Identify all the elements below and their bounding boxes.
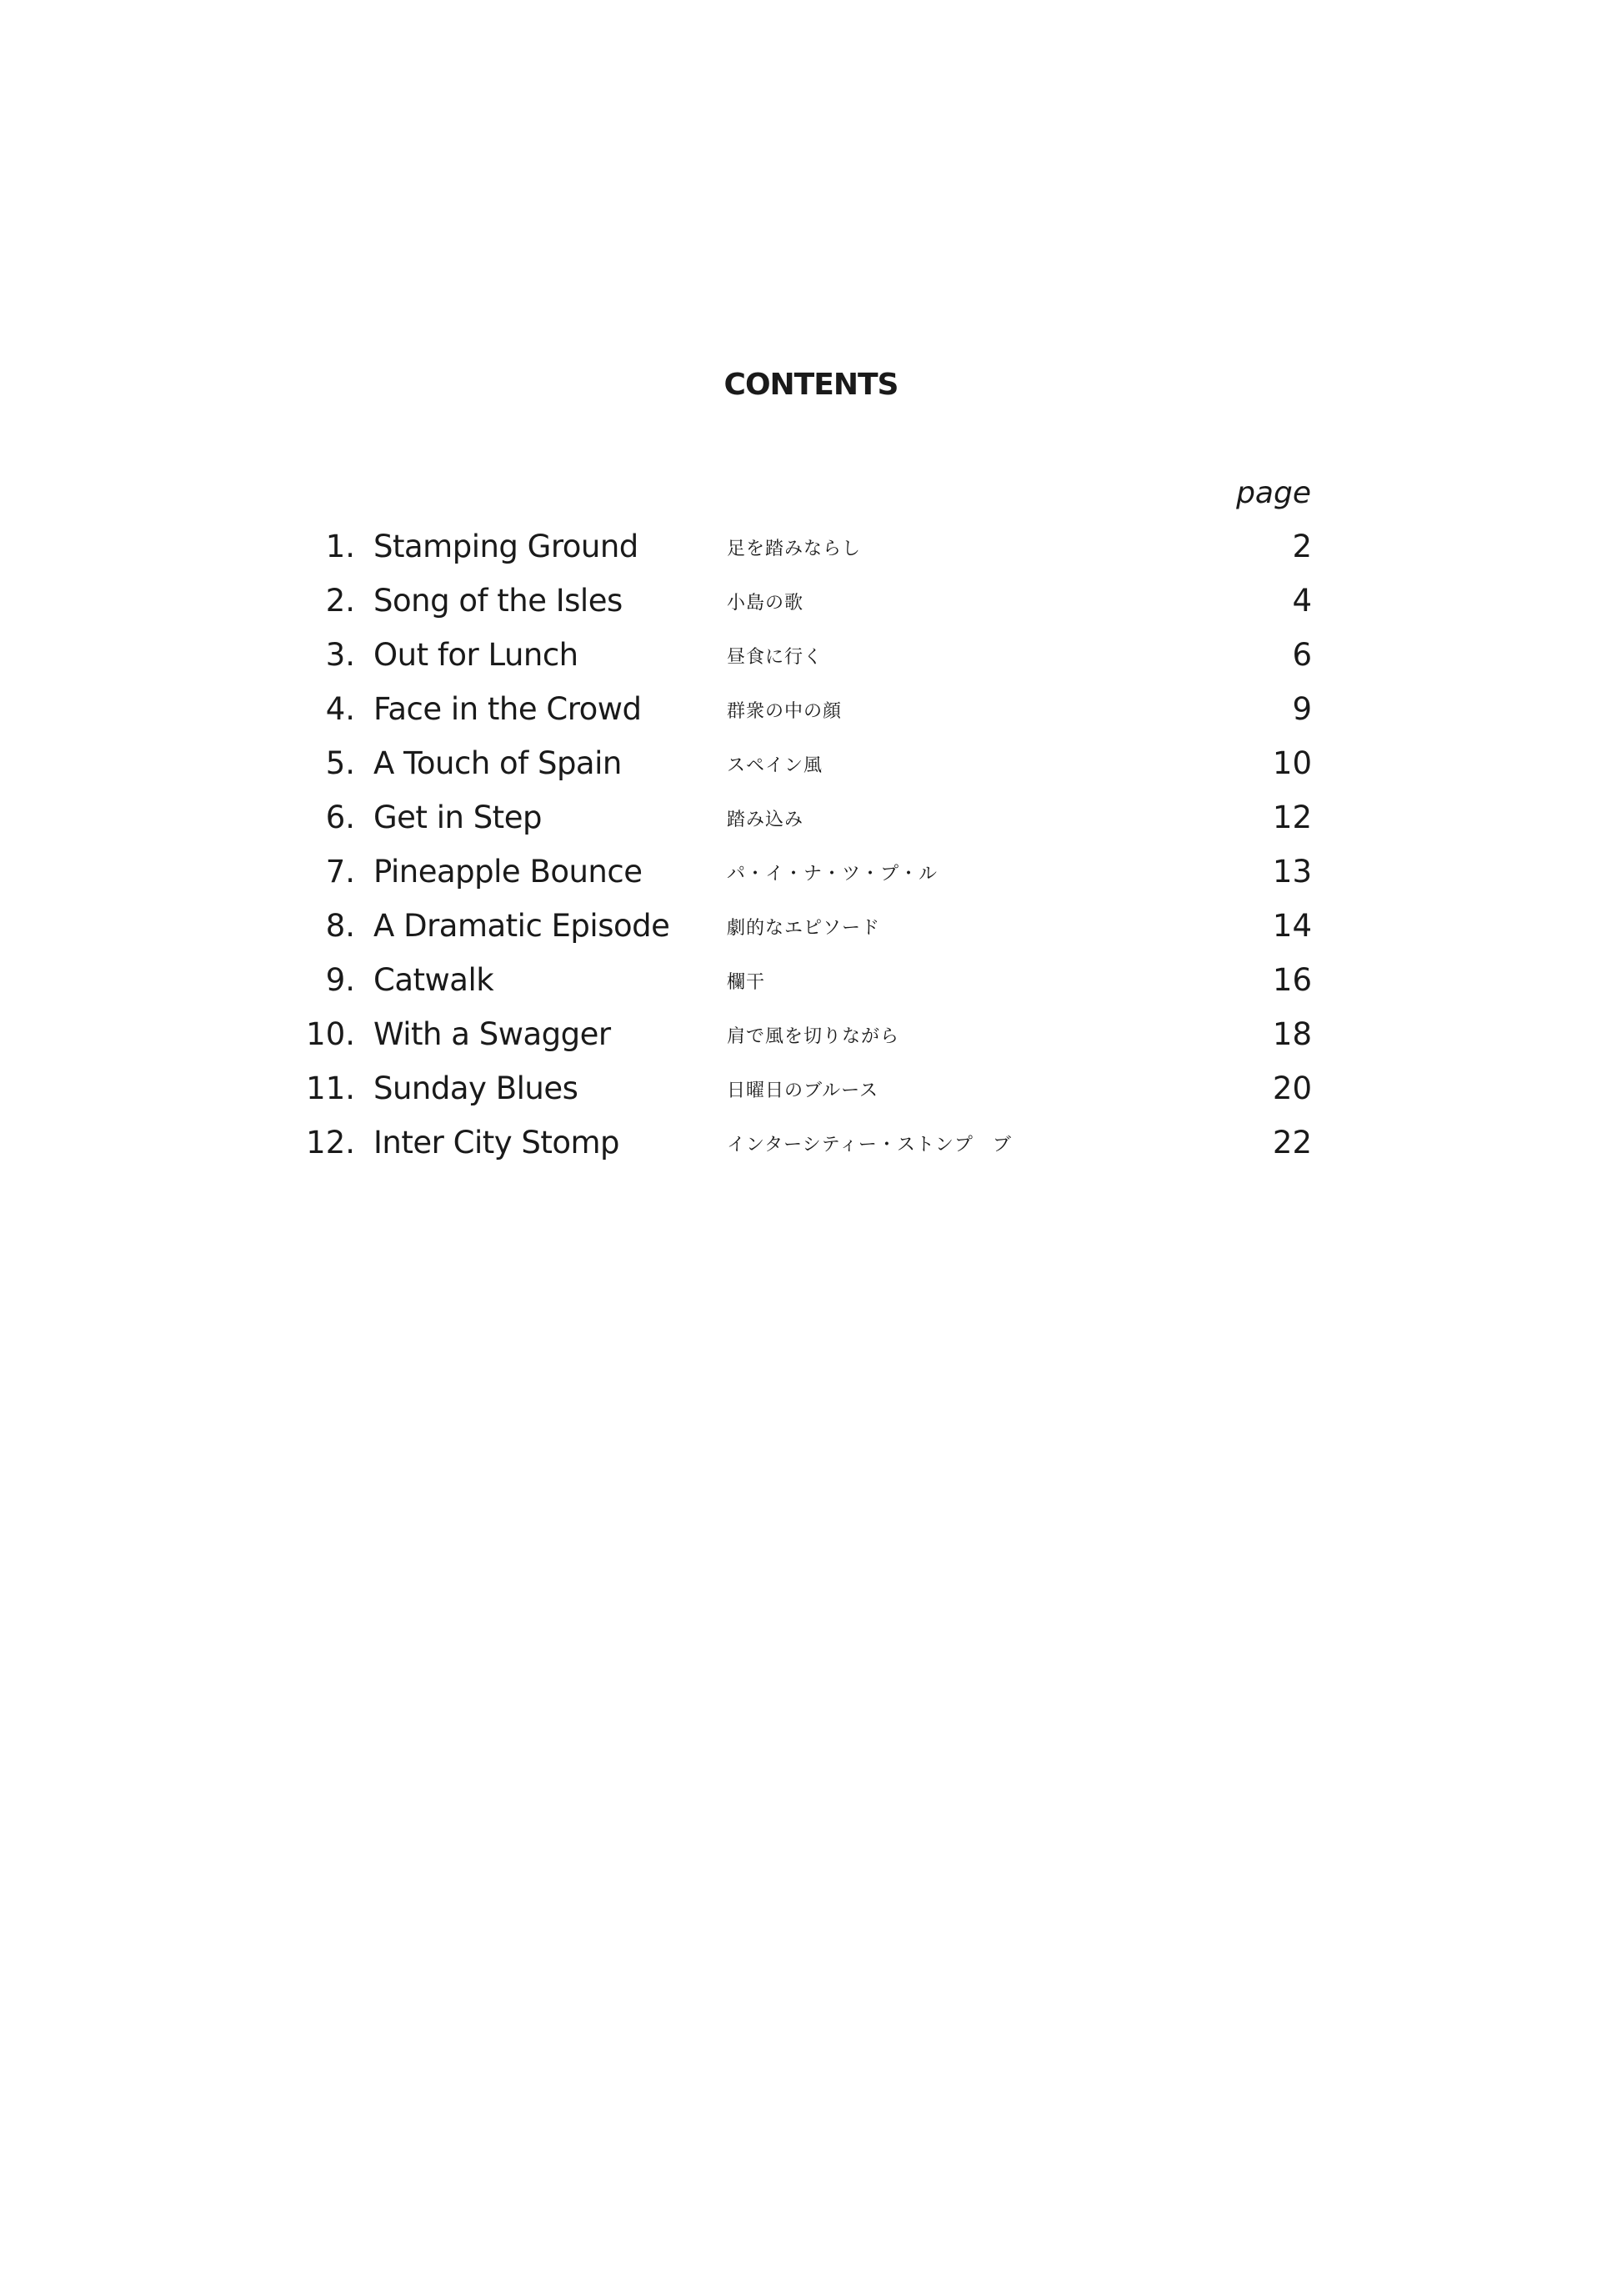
entry-title: Out for Lunch [373,637,578,673]
toc-row [0,634,1622,688]
entry-page-number: 4 [1292,583,1312,619]
entry-japanese-title: 踏み込み [727,810,804,830]
entry-page-number: 14 [1272,908,1312,944]
entry-number: 10. [306,1016,355,1052]
entry-number: 8. [325,908,355,944]
toc-row [0,850,1622,905]
entry-number: 9. [325,962,355,998]
entry-page-number: 18 [1272,1016,1312,1052]
entry-japanese-title: 欄干 [727,972,766,993]
entry-japanese-title: 日曜日のブルース [727,1080,879,1101]
toc-row [0,525,1622,579]
entry-title: Sunday Blues [373,1070,578,1106]
entry-page-number: 2 [1292,529,1312,564]
entry-page-number: 10 [1272,745,1312,781]
entry-japanese-title: 小島の歌 [727,593,804,614]
toc-row [0,796,1622,850]
page-title: CONTENTS [723,368,899,402]
toc-row [0,742,1622,796]
toc-row [0,688,1622,742]
entry-number: 4. [325,691,355,727]
toc-row [0,905,1622,959]
toc-row [0,959,1622,1013]
entry-number: 3. [325,637,355,673]
toc-row [0,1013,1622,1067]
entry-japanese-title: 劇的なエピソード [727,918,881,939]
entry-page-number: 13 [1272,854,1312,890]
toc-row [0,1067,1622,1121]
entry-number: 7. [325,854,355,890]
entry-japanese-title: 足を踏みならし [727,539,862,559]
entry-japanese-title: 群衆の中の顔 [727,701,843,722]
entry-title: With a Swagger [373,1016,611,1052]
entry-title: Song of the Isles [373,583,623,619]
entry-title: A Touch of Spain [373,745,622,781]
entry-title: Stamping Ground [373,529,638,564]
entry-title: A Dramatic Episode [373,908,670,944]
entry-number: 6. [325,800,355,835]
page-column-label: page [1236,476,1311,510]
entry-japanese-title: スペイン風 [727,755,824,776]
entry-title: Pineapple Bounce [373,854,643,890]
entry-number: 11. [306,1070,355,1106]
toc-row [0,1121,1622,1176]
entry-title: Catwalk [373,962,494,998]
entry-page-number: 22 [1272,1125,1312,1161]
entry-title: Get in Step [373,800,542,835]
entry-page-number: 20 [1272,1070,1312,1106]
entry-title: Inter City Stomp [373,1125,620,1161]
entry-japanese-title: パ・イ・ナ・ツ・プ・ル [727,864,939,885]
entry-japanese-title: 肩で風を切りながら [727,1026,900,1047]
entry-number: 5. [325,745,355,781]
entry-number: 2. [325,583,355,619]
entry-number: 1. [325,529,355,564]
entry-japanese-title: インターシティー・ストンプ ブ [727,1135,1012,1156]
entry-page-number: 6 [1292,637,1312,673]
toc-row [0,579,1622,634]
entry-page-number: 9 [1292,691,1312,727]
entry-page-number: 16 [1272,962,1312,998]
entry-number: 12. [306,1125,355,1161]
entry-japanese-title: 昼食に行く [727,647,824,668]
entry-title: Face in the Crowd [373,691,642,727]
entry-page-number: 12 [1272,800,1312,835]
